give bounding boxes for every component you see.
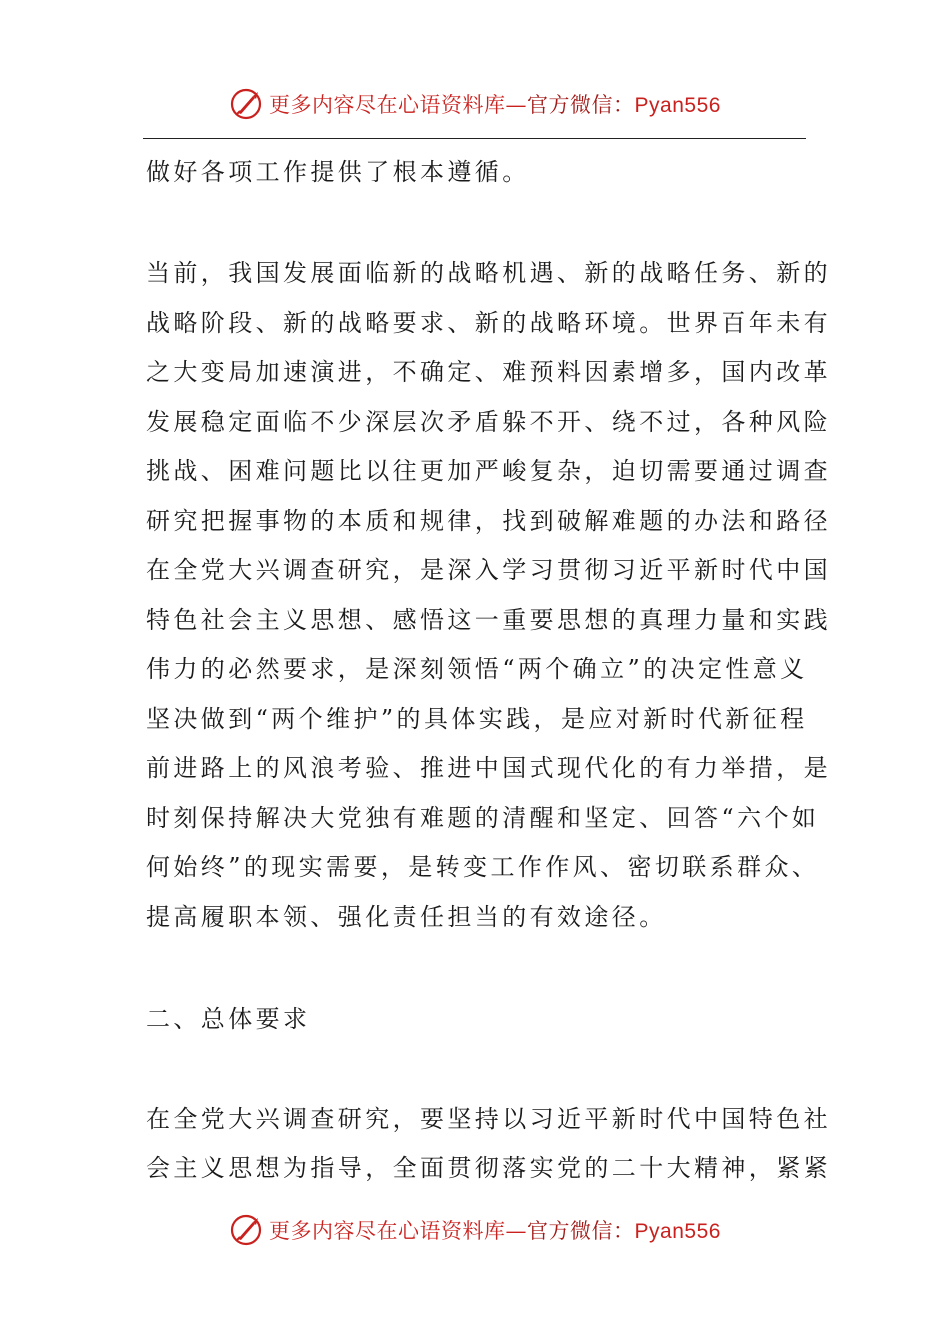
body-line: 之大变局加速演进，不确定、难预料因素增多，国内改革 xyxy=(146,358,831,386)
header-divider xyxy=(143,138,806,139)
body-line: 战略阶段、新的战略要求、新的战略环境。世界百年未有 xyxy=(146,309,831,337)
header-dash: — xyxy=(505,93,528,117)
body-line: 在全党大兴调查研究，要坚持以习近平新时代中国特色社 xyxy=(146,1105,831,1133)
body-line: 研究把握事物的本质和规律，找到破解难题的办法和路径 xyxy=(146,507,831,535)
quill-logo-icon xyxy=(229,87,263,121)
body-line: 伟力的必然要求，是深刻领悟“两个确立”的决定性意义 xyxy=(146,655,808,683)
quill-logo-icon xyxy=(229,1213,263,1247)
body-line: 挑战、困难问题比以往更加严峻复杂，迫切需要通过调查 xyxy=(146,457,831,485)
body-line: 提高履职本领、强化责任担当的有效途径。 xyxy=(146,903,667,931)
header-text xyxy=(269,89,721,119)
header-brand-text: 更多内容尽在心语资料库 xyxy=(269,93,506,117)
body-line: 做好各项工作提供了根本遵循。 xyxy=(146,158,530,186)
body-line: 特色社会主义思想、感悟这一重要思想的真理力量和实践 xyxy=(146,606,831,634)
footer-text xyxy=(269,1215,721,1245)
footer-dash: — xyxy=(505,1219,528,1243)
body-line: 何始终”的现实需要，是转变工作作风、密切联系群众、 xyxy=(146,853,820,881)
body-line: 在全党大兴调查研究，是深入学习贯彻习近平新时代中国 xyxy=(146,556,831,584)
body-line: 会主义思想为指导，全面贯彻落实党的二十大精神，紧紧 xyxy=(146,1154,831,1182)
section-heading: 二、总体要求 xyxy=(146,1005,311,1033)
header-wechat-label: 官方微信： xyxy=(527,93,635,117)
footer-brand-text: 更多内容尽在心语资料库 xyxy=(269,1219,506,1243)
footer-wechat-id: Pyan556 xyxy=(634,1220,721,1243)
body-line: 发展稳定面临不少深层次矛盾躲不开、绕不过，各种风险 xyxy=(146,408,831,436)
body-line: 坚决做到“两个维护”的具体实践，是应对新时代新征程 xyxy=(146,705,808,733)
footer-banner xyxy=(0,1210,950,1250)
body-line: 时刻保持解决大党独有难题的清醒和坚定、回答“六个如 xyxy=(146,804,820,832)
header-wechat-id: Pyan556 xyxy=(634,94,721,117)
body-line: 当前，我国发展面临新的战略机遇、新的战略任务、新的 xyxy=(146,259,831,287)
body-line: 前进路上的风浪考验、推进中国式现代化的有力举措，是 xyxy=(146,754,831,782)
header-banner xyxy=(0,84,950,124)
footer-wechat-label: 官方微信： xyxy=(527,1219,635,1243)
